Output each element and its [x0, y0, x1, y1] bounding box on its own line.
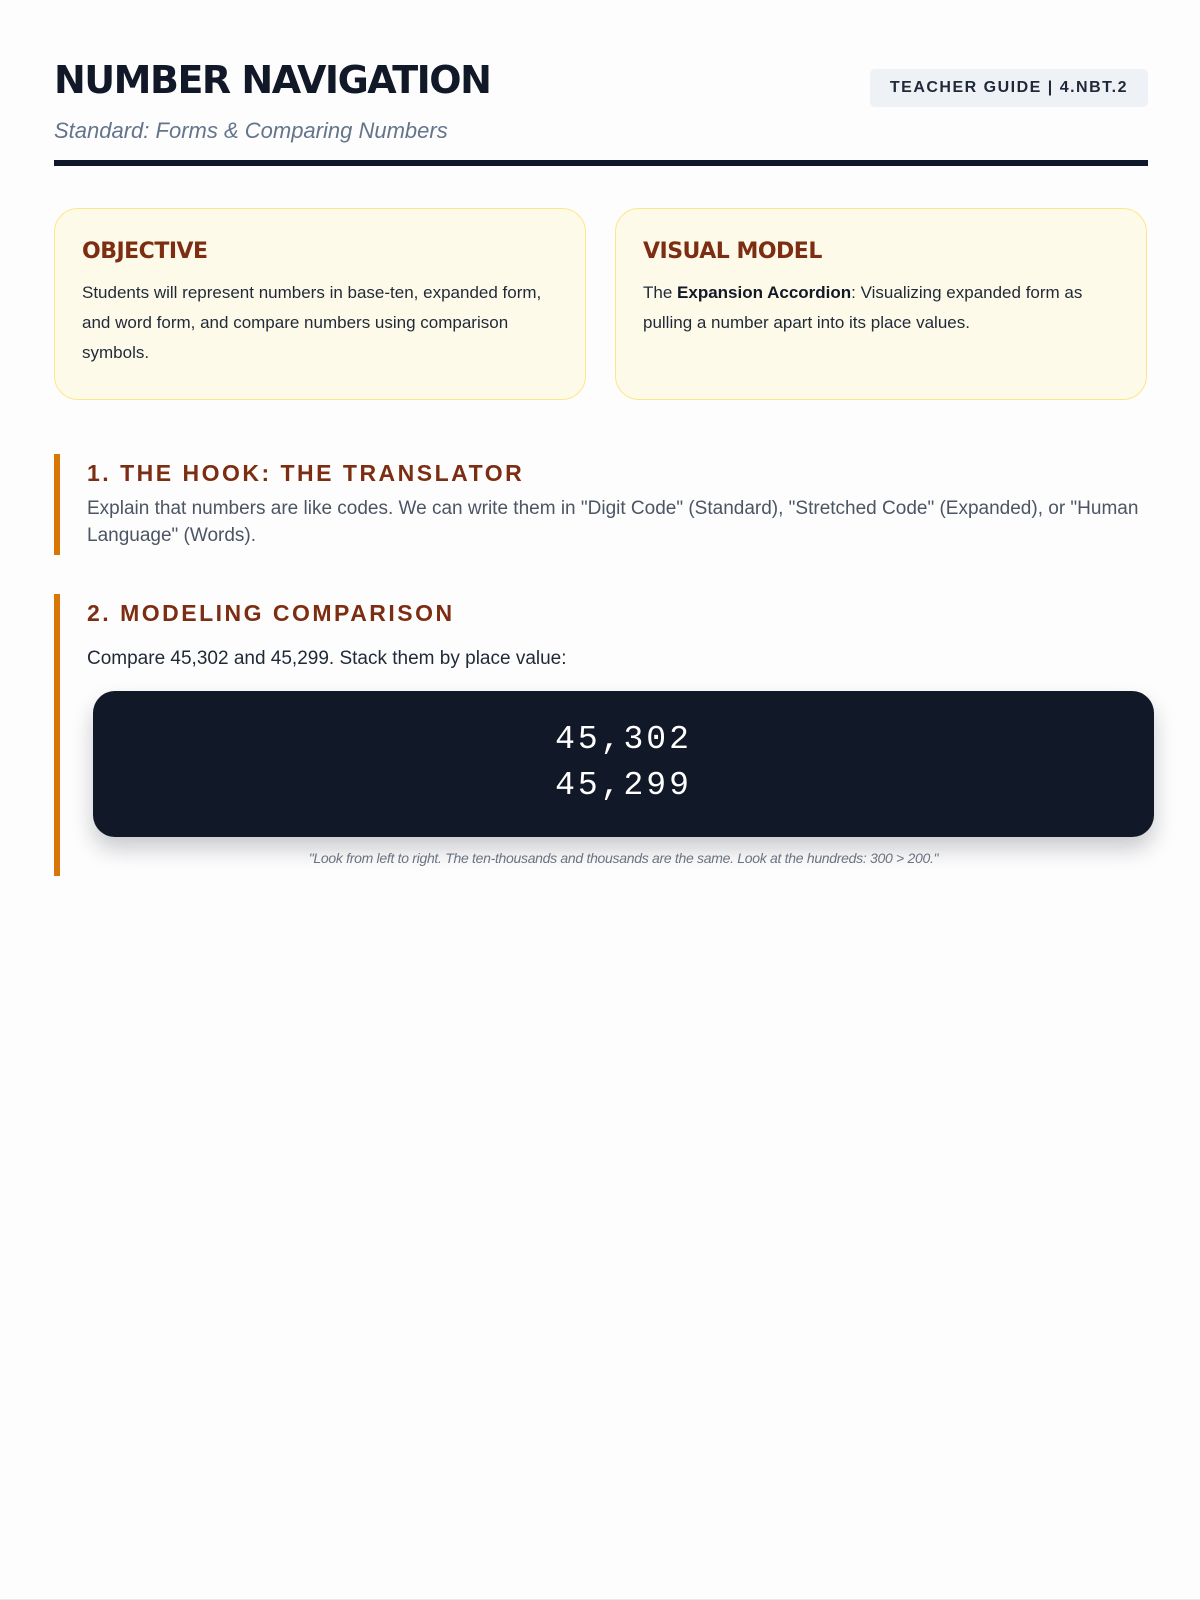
visual-model-text-suffix: : Visualizing expanded form as pulling a number apart into its place values. [643, 283, 1083, 332]
modeling-title: 2. MODELING COMPARISON [87, 600, 455, 626]
modeling-caption: "Look from left to right. The ten-thousands and thousands are the same. Look at the hundreds: 300 > 200." [308, 850, 939, 866]
visual-model-title: VISUAL MODEL [643, 239, 822, 264]
objective-title: OBJECTIVE [82, 239, 208, 264]
modeling-section [54, 594, 1148, 876]
visual-model-card [615, 208, 1147, 400]
header-divider [54, 160, 1148, 166]
objective-text: Students will represent numbers in base-ten, expanded form, and word form, and compare numbers using comparison symbols. [82, 283, 542, 362]
modeling-text: Compare 45,302 and 45,299. Stack them by place value: [87, 648, 567, 669]
info-cards [54, 208, 1148, 400]
visual-model-text [643, 278, 1119, 338]
page-subtitle: Standard: Forms & Comparing Numbers [54, 118, 448, 143]
guide-badge: TEACHER GUIDE | 4.NBT.2 [870, 69, 1148, 107]
visual-model-text-prefix: The [643, 283, 678, 302]
page-header [54, 0, 1148, 168]
objective-card [54, 208, 586, 400]
hook-text: Explain that numbers are like codes. We can write them in "Digit Code" (Standard), "Stretched Code" (Expanded), or "Human Language" (Words). [87, 498, 1139, 546]
hook-section [54, 454, 1148, 555]
stacked-number-top: 45,302 [555, 721, 692, 758]
teacher-guide-page [54, 0, 1148, 866]
page-title: NUMBER NAVIGATION [54, 58, 491, 102]
stacked-numbers-panel [93, 691, 1154, 837]
hook-title: 1. THE HOOK: THE TRANSLATOR [87, 460, 525, 486]
stacked-number-bottom: 45,299 [555, 767, 692, 804]
visual-model-term: Expansion Accordion [677, 283, 852, 302]
